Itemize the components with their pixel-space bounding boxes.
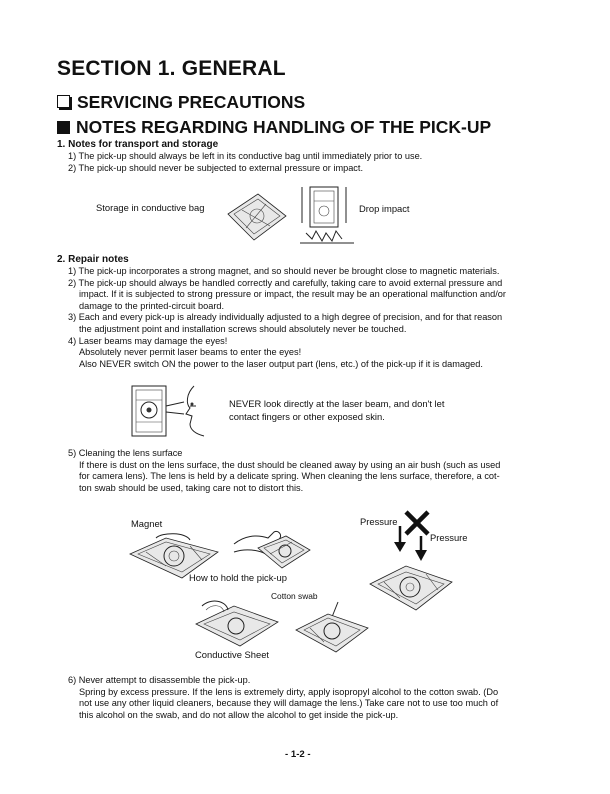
transport-list (68, 151, 558, 174)
transport-title: 1. Notes for transport and storage (57, 139, 219, 150)
list-item-cont: Absolutely never permit laser beams to enter the eyes! (79, 347, 302, 358)
drop-impact-illustration (296, 183, 358, 247)
repair-list-cleaning (68, 448, 558, 494)
list-item: 4) Laser beams may damage the eyes! (68, 335, 228, 346)
pickup-conductive-sheet-illustration (192, 596, 280, 650)
heading-servicing-precautions: SERVICING PRECAUTIONS (57, 92, 305, 113)
fig-pressure-label-1: Pressure (360, 516, 398, 527)
list-item: 5) Cleaning the lens surface (68, 448, 183, 458)
list-item: 2) The pick-up should never be subjected to external pressure or impact. (68, 162, 364, 173)
page-number: - 1-2 - (285, 749, 311, 760)
fig-sheet-label: Conductive Sheet (195, 649, 270, 660)
list-item: 2) The pick-up should always be handled correctly and carefully, taking care to avoid external pressure and (68, 277, 503, 288)
heading-notes-pickup: NOTES REGARDING HANDLING OF THE PICK-UP (57, 117, 491, 138)
list-item-cont: the adjustment point and installation screws should absolutely never be touched. (79, 323, 407, 334)
laser-eye-illustration (124, 380, 216, 442)
fig-pressure-label-2: Pressure (430, 532, 468, 543)
repair-list-disassemble (68, 675, 558, 721)
list-item-cont: impact. If it is subjected to strong pressure or impact, the result may be an operational malfunction and/or (79, 289, 506, 300)
pickup-swab-illustration (292, 600, 372, 658)
fig-magnet-label: Magnet (131, 518, 163, 529)
conductive-bag-illustration (222, 186, 290, 246)
pickup-pressure-illustration (366, 560, 456, 616)
list-item-cont: for camera lens). The lens is held by a delicate spring. When cleaning the lens surface, therefore, a cot- (79, 471, 500, 482)
fig-hold-label: How to hold the pick-up (189, 572, 287, 583)
list-item-cont: Spring by excess pressure. If the lens is extremely dirty, apply isopropyl alcohol to the cotton swab. (Do (79, 686, 499, 697)
list-item: 3) Each and every pick-up is already individually adjusted to a high degree of precision, and for that reason (68, 312, 503, 323)
hand-holding-pickup-illustration (230, 518, 312, 578)
list-item-cont: this alcohol on the swab, and do not allow the alcohol to get inside the pick-up. (79, 709, 399, 720)
checkbox-outline-icon (57, 95, 70, 108)
list-item-cont: Also NEVER switch ON the power to the laser output part (lens, etc.) of the pick-up if it is damaged. (79, 358, 483, 369)
list-item: 1) The pick-up incorporates a strong magnet, and so should never be brought close to magnetic materials. (68, 266, 500, 276)
laser-warning: NEVER look directly at the laser beam, and don't let contact fingers or other exposed skin. (229, 398, 445, 422)
fig-storage-label: Storage in conductive bag (96, 202, 205, 213)
section-title: SECTION 1. GENERAL (57, 57, 286, 80)
repair-list (68, 266, 558, 370)
fig-swab-label: Cotton swab (271, 591, 318, 601)
filled-square-icon (57, 121, 70, 134)
list-item: 1) The pick-up should always be left in its conductive bag until immediately prior to use. (68, 151, 423, 161)
list-item: 6) Never attempt to disassemble the pick-up. (68, 675, 251, 685)
fig-drop-label: Drop impact (359, 203, 410, 214)
list-item-cont: damage to the printed-circuit board. (79, 300, 225, 311)
list-item-cont: If there is dust on the lens surface, the dust should be cleaned away by using an air bush (such as used (79, 459, 501, 470)
list-item-cont: not use any other liquid cleaners, because they will damage the lens.) Take care not to use too much of (79, 698, 499, 709)
list-item-cont: ton swab should be used, taking care not to distort this. (79, 482, 304, 493)
repair-title: 2. Repair notes (57, 254, 129, 265)
